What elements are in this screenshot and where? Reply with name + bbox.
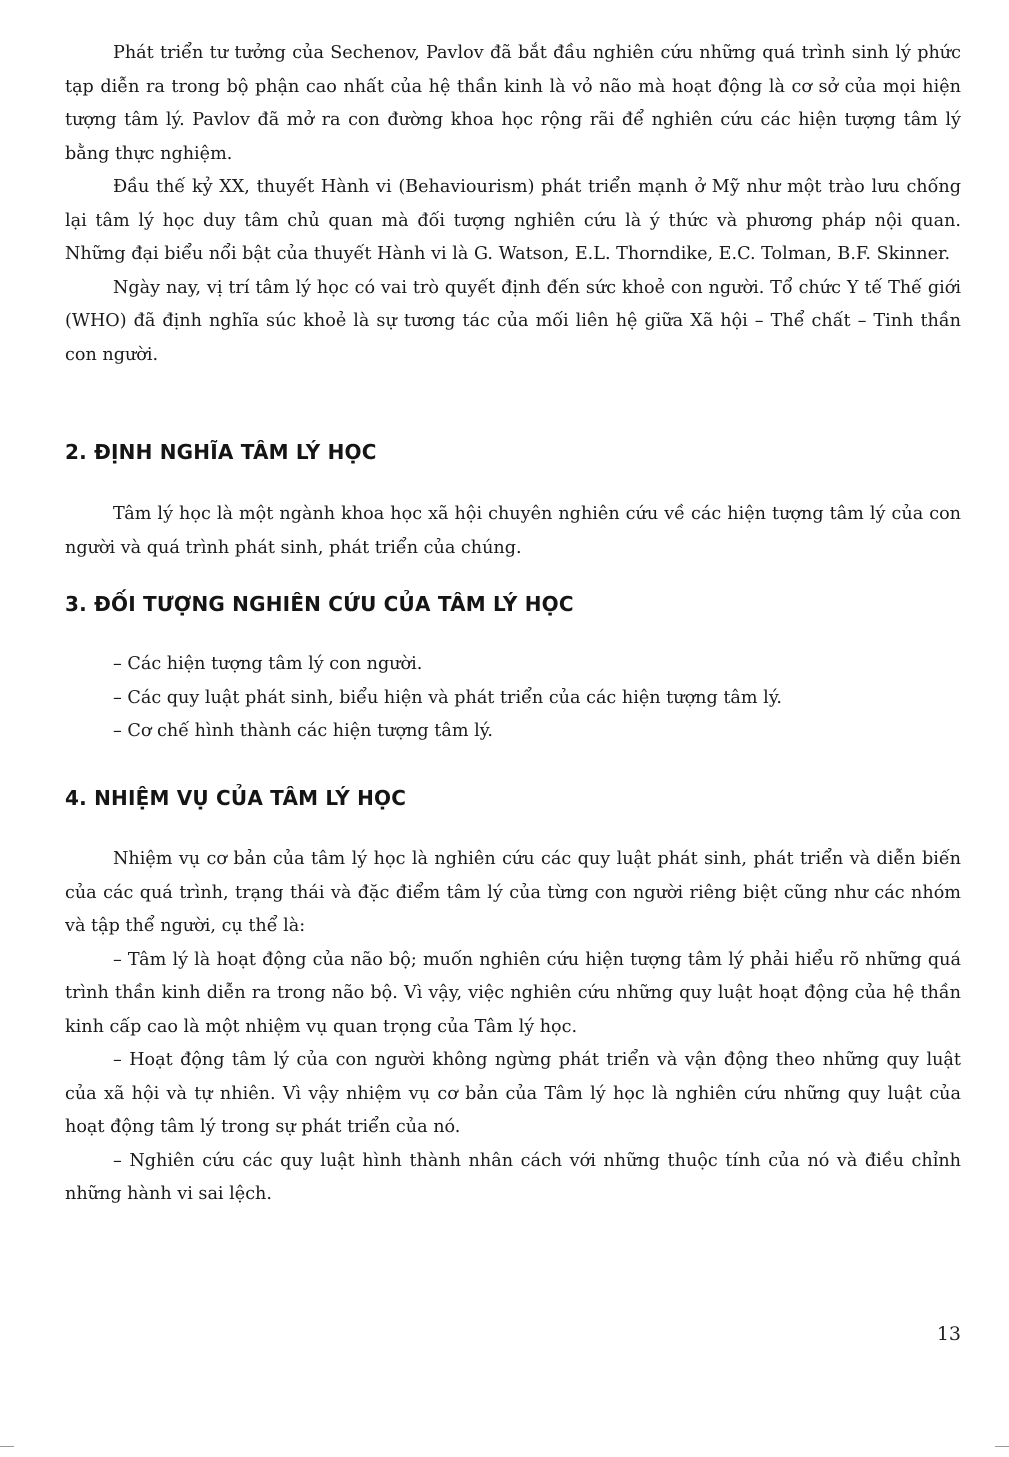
intro-paragraph-2: Đầu thế kỷ XX, thuyết Hành vi (Behaviourism) phát triển mạnh ở Mỹ như một trào lưu chống lại tâm lý học duy tâm chủ quan mà đối tượng nghiên cứu là ý thức và phương pháp nội quan. Những đại biểu nổi bật của thuyết Hành vi là G. Watson, E.L. Thorndike, E.C. Tolman, B.F. Skinner. — [65, 177, 961, 264]
list-item: – Các hiện tượng tâm lý con người. — [113, 654, 423, 674]
list-item: – Cơ chế hình thành các hiện tượng tâm lý. — [113, 721, 493, 741]
list-item: – Các quy luật phát sinh, biểu hiện và phát triển của các hiện tượng tâm lý. — [113, 687, 783, 708]
section-4-heading: 4. NHIỆM VỤ CỦA TÂM LÝ HỌC — [65, 786, 407, 810]
section-3-heading: 3. ĐỐI TƯỢNG NGHIÊN CỨU CỦA TÂM LÝ HỌC — [65, 592, 574, 616]
intro-text-block — [65, 37, 961, 372]
section-2-paragraph: Tâm lý học là một ngành khoa học xã hội chuyên nghiên cứu về các hiện tượng tâm lý của con người và quá trình phát sinh, phát triển của chúng. — [65, 504, 961, 558]
intro-paragraph-1: Phát triển tư tưởng của Sechenov, Pavlov đã bắt đầu nghiên cứu những quá trình sinh lý phức tạp diễn ra trong bộ phận cao nhất của hệ thần kinh là vỏ não mà hoạt động là cơ sở của mọi hiện tượng tâm lý. Pavlov đã mở ra con đường khoa học rộng rãi để nghiên cứu các hiện tượng tâm lý bằng thực nghiệm. — [65, 43, 961, 164]
page-number: 13 — [936, 1323, 961, 1345]
section-4-paragraph-3: – Hoạt động tâm lý của con người không ngừng phát triển và vận động theo những quy luật của xã hội và tự nhiên. Vì vậy nhiệm vụ cơ bản của Tâm lý học là nghiên cứu những quy luật của hoạt động tâm lý trong sự phát triển của nó. — [65, 1050, 961, 1137]
section-4-paragraph-4: – Nghiên cứu các quy luật hình thành nhân cách với những thuộc tính của nó và điều chỉnh những hành vi sai lệch. — [65, 1150, 961, 1204]
section-2-heading: 2. ĐỊNH NGHĨA TÂM LÝ HỌC — [65, 440, 377, 464]
crop-mark-right — [995, 1446, 1009, 1447]
section-2-text-block — [65, 498, 961, 565]
crop-mark-left — [0, 1446, 14, 1447]
section-4-text-block — [65, 843, 961, 1212]
section-4-paragraph-2: – Tâm lý là hoạt động của não bộ; muốn nghiên cứu hiện tượng tâm lý phải hiểu rõ những quá trình thần kinh diễn ra trong não bộ. Vì vậy, việc nghiên cứu những quy luật hoạt động của hệ thần kinh cấp cao là một nhiệm vụ quan trọng của Tâm lý học. — [65, 949, 961, 1037]
section-4-paragraph-1: Nhiệm vụ cơ bản của tâm lý học là nghiên cứu các quy luật phát sinh, phát triển và diễn biến của các quá trình, trạng thái và đặc điểm tâm lý của từng con người riêng biệt cũng như các nhóm và tập thể người, cụ thể là: — [65, 849, 961, 936]
intro-paragraph-3: Ngày nay, vị trí tâm lý học có vai trò quyết định đến sức khoẻ con người. Tổ chức Y tế Thế giới (WHO) đã định nghĩa súc khoẻ là sự tương tác của mối liên hệ giữa Xã hội – Thể chất – Tinh thần con người. — [65, 277, 961, 365]
section-3-list — [65, 648, 961, 749]
